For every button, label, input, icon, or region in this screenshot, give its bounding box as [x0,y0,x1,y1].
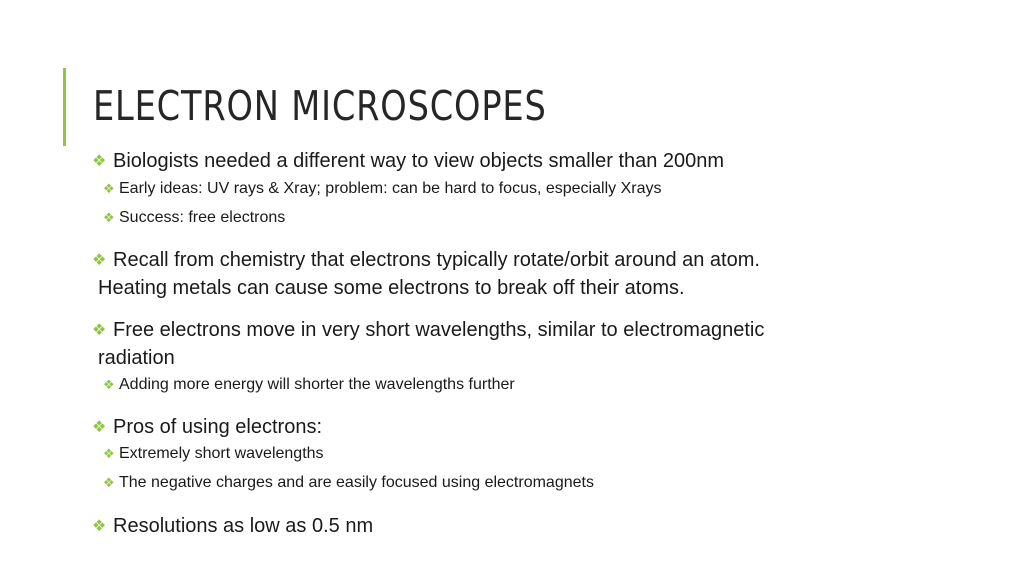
title-accent-bar [63,68,66,146]
bullet-text: Biologists needed a different way to view objects smaller than 200nm [113,150,725,172]
sub-bullet-text: Adding more energy will shorter the wavelengths further [119,376,515,393]
bullet-item [92,316,912,372]
bullet-text: Resolutions as low as 0.5 nm [113,515,374,537]
diamond-bullet-icon: ❖ [103,377,115,392]
diamond-bullet-icon: ❖ [103,446,115,461]
sub-bullet-item [103,443,912,465]
bullet-item [92,147,912,175]
diamond-bullet-icon: ❖ [92,518,107,535]
diamond-bullet-icon: ❖ [92,252,107,269]
sub-bullet-text: The negative charges and are easily focused using electromagnets [119,474,594,491]
bullet-item [92,246,912,302]
slide-title: ELECTRON MICROSCOPES [93,82,547,130]
sub-bullet-text: Early ideas: UV rays & Xray; problem: can be hard to focus, especially Xrays [119,180,662,197]
diamond-bullet-icon: ❖ [103,181,115,196]
bullet-text: Pros of using electrons: [113,416,322,438]
sub-bullet-item [103,374,912,396]
sub-bullet-item [103,472,912,494]
bullet-item [92,413,912,441]
bullet-text: Recall from chemistry that electrons typically rotate/orbit around an atom. [113,249,760,271]
diamond-bullet-icon: ❖ [92,419,107,436]
bullet-text-continuation: Heating metals can cause some electrons to break off their atoms. [98,277,685,299]
bullet-text: Free electrons move in very short wavelengths, similar to electromagnetic [113,319,765,341]
sub-bullet-text: Success: free electrons [119,209,286,226]
bullet-item [92,512,912,540]
sub-bullet-text: Extremely short wavelengths [119,445,324,462]
diamond-bullet-icon: ❖ [103,475,115,490]
bullet-list [92,147,912,540]
sub-bullet-item [103,207,912,229]
diamond-bullet-icon: ❖ [92,322,107,339]
diamond-bullet-icon: ❖ [103,210,115,225]
sub-bullet-item [103,178,912,200]
bullet-text-continuation: radiation [98,347,175,369]
diamond-bullet-icon: ❖ [92,153,107,170]
